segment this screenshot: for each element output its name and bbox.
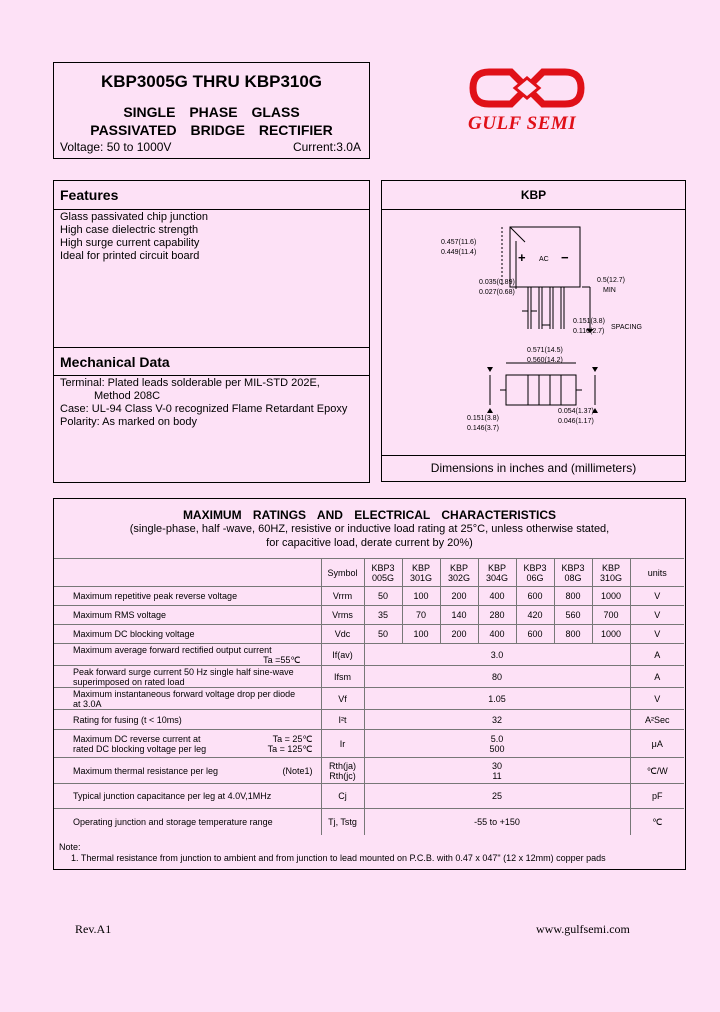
value-cell bbox=[364, 758, 630, 784]
symbol-cell: Tj, Tstg bbox=[321, 809, 364, 835]
param-cell: Maximum RMS voltage bbox=[54, 606, 321, 625]
description-line-1: SINGLE PHASE GLASS bbox=[123, 104, 300, 120]
value-cell: 100 bbox=[402, 587, 440, 606]
symbol-cell: I²t bbox=[321, 710, 364, 730]
value-cell: 50 bbox=[364, 625, 402, 644]
revision-label: Rev.A1 bbox=[75, 922, 112, 936]
param-condition: Ta =55℃ bbox=[263, 654, 301, 665]
notes bbox=[59, 842, 606, 864]
dim-thickness-max: 0.151(3.8) bbox=[467, 415, 499, 422]
unit-cell: A bbox=[630, 666, 684, 688]
ratings-subtitle-2: for capacitive load, derate current by 20%) bbox=[266, 537, 473, 549]
unit-cell: A bbox=[630, 644, 684, 666]
polarity-plus: + bbox=[518, 250, 526, 265]
symbol-cell: Vrrm bbox=[321, 587, 364, 606]
unit-cell: V bbox=[630, 606, 684, 625]
header-cell: KBP 304G bbox=[478, 559, 516, 587]
param-cell: Maximum repetitive peak reverse voltage bbox=[54, 587, 321, 606]
value-line: 500 bbox=[489, 743, 505, 754]
ac-mark: AC bbox=[539, 256, 549, 263]
unit-cell: V bbox=[630, 587, 684, 606]
dim-width-min: 0.449(11.4) bbox=[441, 249, 477, 256]
param-condition: Ta = 25℃ bbox=[272, 733, 313, 744]
value-cell: 400 bbox=[478, 587, 516, 606]
param-cell: Operating junction and storage temperature range bbox=[54, 809, 321, 835]
unit-cell: pF bbox=[630, 784, 684, 809]
param-note: (Note1) bbox=[282, 765, 313, 776]
package-body-side bbox=[506, 375, 576, 405]
dim-spacing-min: 0.110(2.7) bbox=[573, 328, 605, 335]
symbol-cell: Vrms bbox=[321, 606, 364, 625]
header-cell: units bbox=[630, 559, 684, 587]
dim-lead-length-note: MIN bbox=[603, 287, 616, 294]
dim-width-max: 0.457(11.6) bbox=[441, 239, 477, 246]
dim-pin-max: 0.054(1.37) bbox=[558, 408, 594, 415]
table-row bbox=[54, 644, 684, 666]
value-cell: -55 to +150 bbox=[364, 809, 630, 835]
value-cell bbox=[364, 730, 630, 758]
value-cell: 32 bbox=[364, 710, 630, 730]
list-item: High case dielectric strength bbox=[60, 224, 199, 236]
header-cell: KBP 301G bbox=[402, 559, 440, 587]
param-cell: Typical junction capacitance per leg at 4.0V,1MHz bbox=[54, 784, 321, 809]
dimensions-note: Dimensions in inches and (millimeters) bbox=[382, 455, 685, 481]
value-cell: 420 bbox=[516, 606, 554, 625]
table-row bbox=[54, 587, 684, 606]
list-item: Case: UL-94 Class V-0 recognized Flame Retardant Epoxy bbox=[60, 403, 348, 415]
value-cell: 1.05 bbox=[364, 688, 630, 710]
dim-thickness-min: 0.146(3.7) bbox=[467, 425, 499, 432]
note-1: 1. Thermal resistance from junction to ambient and from junction to lead mounted on P.C.B. with 0.47 x 047" (12 x 12mm) copper pads bbox=[71, 853, 606, 863]
symbol-cell: Vf bbox=[321, 688, 364, 710]
dim-spacing-max: 0.151(3.8) bbox=[573, 318, 605, 325]
value-cell: 700 bbox=[592, 606, 630, 625]
website-url: www.gulfsemi.com bbox=[536, 922, 630, 936]
param-line bbox=[73, 744, 319, 754]
package-outline-drawing bbox=[382, 211, 684, 456]
value-cell: 3.0 bbox=[364, 644, 630, 666]
table-row bbox=[54, 666, 684, 688]
header-cell: KBP3 005G bbox=[364, 559, 402, 587]
ratings-title: MAXIMUM RATINGS AND ELECTRICAL CHARACTERISTICS bbox=[182, 508, 557, 522]
current-rating: Current:3.0A bbox=[292, 140, 361, 154]
param-cell bbox=[54, 730, 321, 758]
unit-cell: μA bbox=[630, 730, 684, 758]
symbol-cell: Vdc bbox=[321, 625, 364, 644]
symbol-cell: If(av) bbox=[321, 644, 364, 666]
unit-cell: ℃ bbox=[630, 809, 684, 835]
list-item: Glass passivated chip junction bbox=[60, 211, 208, 223]
value-line: 11 bbox=[492, 770, 502, 781]
value-cell: 600 bbox=[516, 625, 554, 644]
dim-lead-length: 0.5(12.7) bbox=[597, 277, 626, 284]
ratings-table bbox=[54, 558, 684, 835]
header-cell: KBP 302G bbox=[440, 559, 478, 587]
value-line: 30 bbox=[491, 760, 502, 771]
symbol-line: Rth(ja) bbox=[328, 760, 356, 771]
features-heading: Features bbox=[54, 181, 369, 210]
gulf-semi-logo-icon bbox=[467, 64, 587, 114]
ratings-subtitle-1: (single-phase, half -wave, 60HZ, resistive or inductive load rating at 25°C, unless otherwise stated, bbox=[129, 523, 610, 535]
value-cell: 140 bbox=[440, 606, 478, 625]
value-cell: 560 bbox=[554, 606, 592, 625]
param-text: rated DC blocking voltage per leg bbox=[73, 743, 207, 754]
param-cell bbox=[54, 688, 321, 710]
dim-spacing-note: SPACING bbox=[611, 324, 642, 331]
param-text: Maximum thermal resistance per leg bbox=[73, 765, 219, 776]
symbol-cell bbox=[321, 758, 364, 784]
value-cell: 1000 bbox=[592, 587, 630, 606]
features-list bbox=[60, 211, 208, 263]
value-cell: 70 bbox=[402, 606, 440, 625]
table-row bbox=[54, 784, 684, 809]
param-line bbox=[73, 734, 319, 744]
features-box bbox=[53, 180, 370, 483]
value-cell: 280 bbox=[478, 606, 516, 625]
param-condition: Ta = 125℃ bbox=[267, 743, 313, 754]
description-line-2: PASSIVATED BRIDGE RECTIFIER bbox=[90, 122, 333, 138]
mechanical-heading: Mechanical Data bbox=[54, 347, 369, 376]
dim-lead-min: 0.027(0.68) bbox=[479, 289, 515, 296]
logo-text: GULF SEMI bbox=[468, 113, 577, 134]
value-cell: 100 bbox=[402, 625, 440, 644]
table-row bbox=[54, 625, 684, 644]
value-cell: 200 bbox=[440, 587, 478, 606]
table-row bbox=[54, 606, 684, 625]
package-dimensions-box bbox=[381, 180, 686, 482]
value-cell: 800 bbox=[554, 625, 592, 644]
header-cell: KBP 310G bbox=[592, 559, 630, 587]
dim-pin-min: 0.046(1.17) bbox=[558, 418, 594, 425]
table-row bbox=[54, 730, 684, 758]
param-cell: Maximum DC blocking voltage bbox=[54, 625, 321, 644]
param-cell bbox=[54, 644, 321, 666]
dim-body-min: 0.560(14.2) bbox=[527, 357, 563, 364]
param-cell bbox=[54, 758, 321, 784]
param-line: superimposed on rated load bbox=[73, 676, 185, 687]
value-cell: 35 bbox=[364, 606, 402, 625]
package-name: KBP bbox=[382, 181, 685, 210]
mechanical-list bbox=[60, 377, 347, 429]
table-row bbox=[54, 758, 684, 784]
unit-cell: V bbox=[630, 625, 684, 644]
ratings-box bbox=[53, 498, 686, 870]
value-cell: 600 bbox=[516, 587, 554, 606]
value-cell: 400 bbox=[478, 625, 516, 644]
list-item: Terminal: Plated leads solderable per MIL-STD 202E, bbox=[60, 377, 320, 389]
symbol-cell: Cj bbox=[321, 784, 364, 809]
value-cell: 1000 bbox=[592, 625, 630, 644]
list-item: Polarity: As marked on body bbox=[60, 416, 197, 428]
value-line: 5.0 bbox=[490, 733, 504, 744]
table-row bbox=[54, 710, 684, 730]
list-item: Method 208C bbox=[94, 390, 161, 402]
param-line: at 3.0A bbox=[73, 698, 102, 709]
value-cell: 200 bbox=[440, 625, 478, 644]
param-cell: Rating for fusing (t < 10ms) bbox=[54, 710, 321, 730]
unit-cell: V bbox=[630, 688, 684, 710]
param-text: Maximum DC reverse current at bbox=[73, 733, 201, 744]
header-cell: KBP3 08G bbox=[554, 559, 592, 587]
unit-cell: ℃/W bbox=[630, 758, 684, 784]
value-cell: 25 bbox=[364, 784, 630, 809]
table-row bbox=[54, 809, 684, 835]
dim-lead-max: 0.035(0.89) bbox=[479, 279, 515, 286]
param-cell bbox=[54, 666, 321, 688]
symbol-line: Rth(jc) bbox=[329, 770, 356, 781]
symbol-cell: Ifsm bbox=[321, 666, 364, 688]
list-item: Ideal for printed circuit board bbox=[60, 250, 200, 262]
value-cell: 800 bbox=[554, 587, 592, 606]
voltage-range: Voltage: 50 to 1000V bbox=[60, 140, 172, 154]
table-header-row bbox=[54, 559, 684, 587]
header-cell: KBP3 06G bbox=[516, 559, 554, 587]
table-row bbox=[54, 688, 684, 710]
param-line: Peak forward surge current 50 Hz single half sine-wave bbox=[73, 666, 294, 677]
header-cell: Symbol bbox=[321, 559, 364, 587]
polarity-minus: − bbox=[561, 250, 569, 265]
param-line: Maximum average forward rectified output current bbox=[73, 644, 272, 655]
param-line: Maximum instantaneous forward voltage drop per diode bbox=[73, 688, 296, 699]
list-item: High surge current capability bbox=[60, 237, 200, 249]
unit-cell: A²Sec bbox=[630, 710, 684, 730]
value-cell: 80 bbox=[364, 666, 630, 688]
dim-body-max: 0.571(14.5) bbox=[527, 347, 563, 354]
note-label: Note: bbox=[59, 842, 81, 852]
part-range-title: KBP3005G THRU KBP310G bbox=[100, 72, 323, 91]
symbol-cell: Ir bbox=[321, 730, 364, 758]
param-line bbox=[73, 766, 319, 776]
value-cell: 50 bbox=[364, 587, 402, 606]
title-box bbox=[53, 62, 370, 159]
